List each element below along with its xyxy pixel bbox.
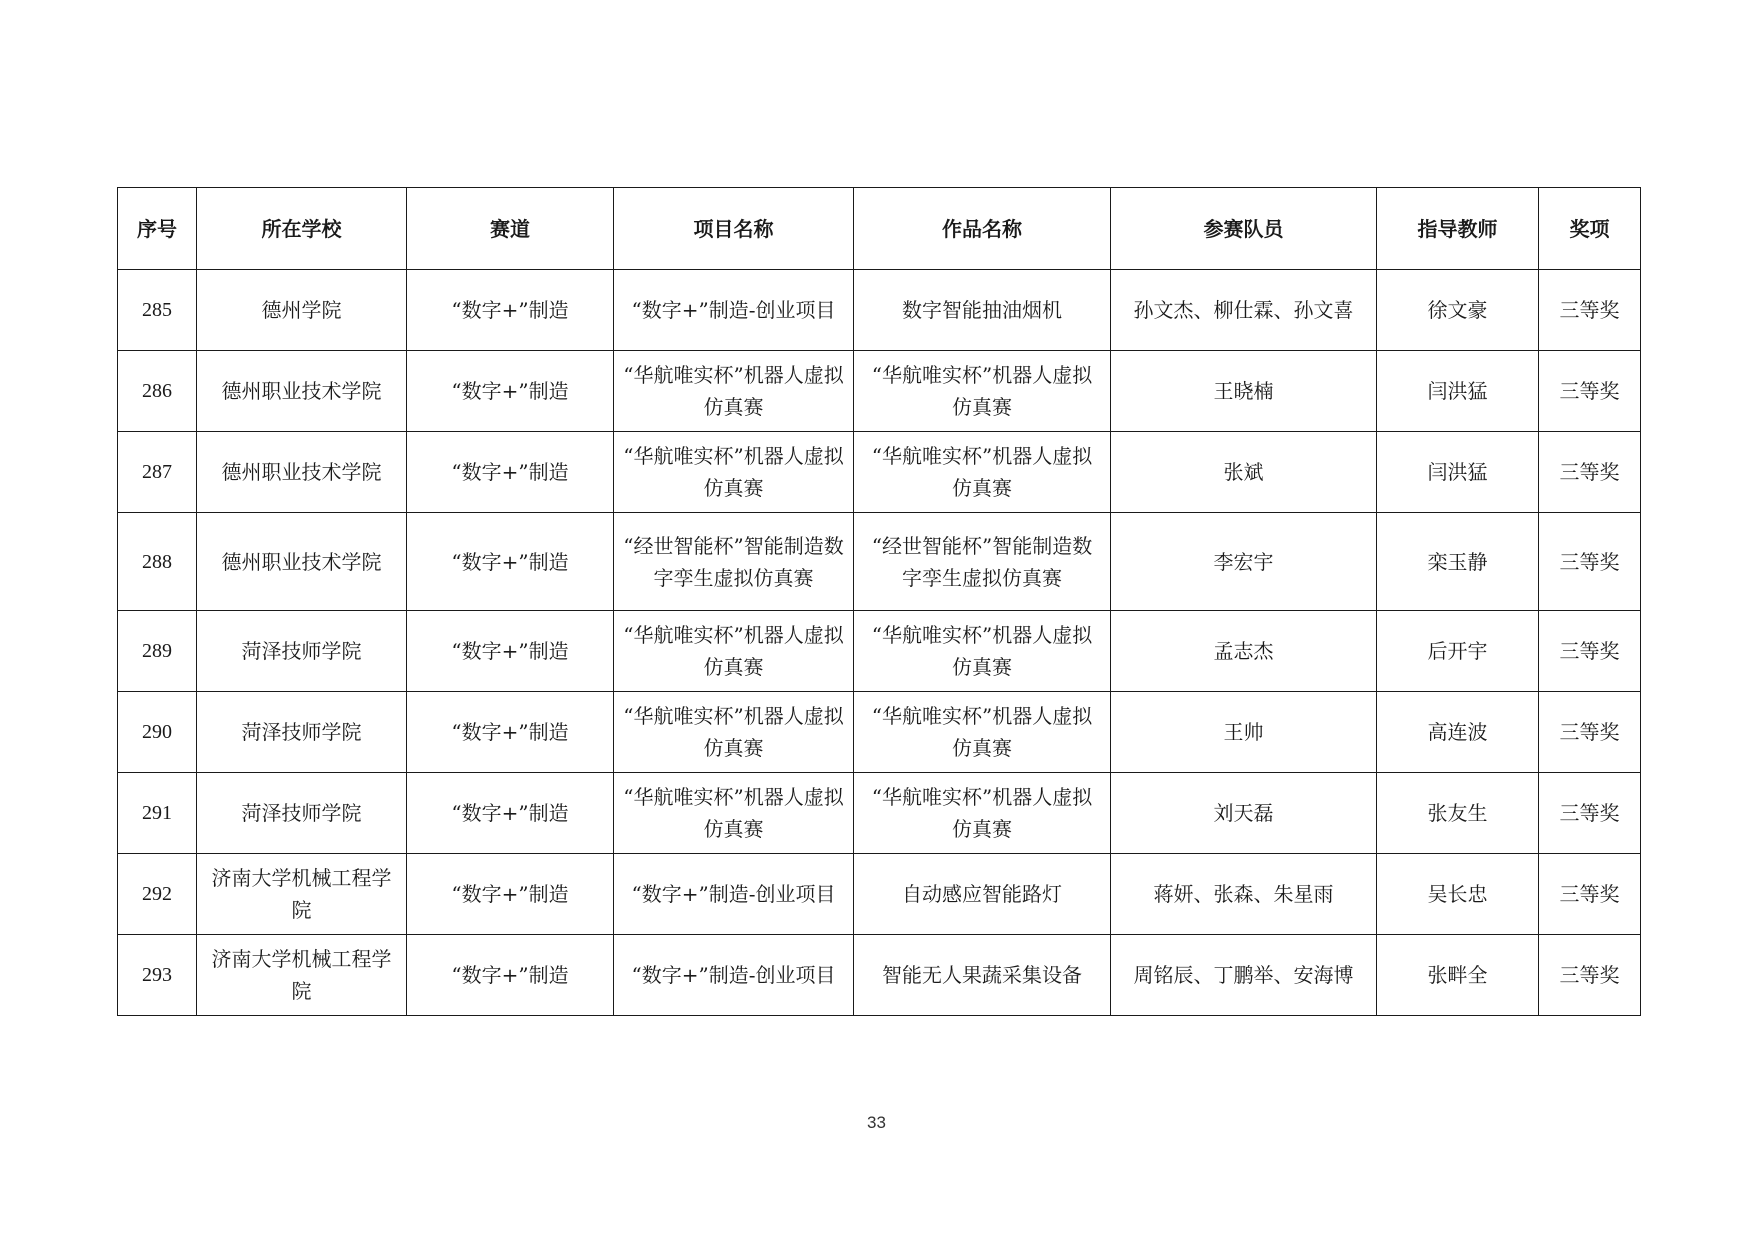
cell-track: “数字+”制造 (407, 611, 614, 692)
cell-work: 自动感应智能路灯 (854, 854, 1111, 935)
cell-no: 292 (118, 854, 197, 935)
cell-members: 蒋妍、张森、朱星雨 (1111, 854, 1377, 935)
cell-project: “华航唯实杯”机器人虚拟仿真赛 (614, 432, 854, 513)
cell-award: 三等奖 (1539, 611, 1641, 692)
cell-project: “数字+”制造-创业项目 (614, 854, 854, 935)
cell-project: “数字+”制造-创业项目 (614, 935, 854, 1016)
cell-track: “数字+”制造 (407, 773, 614, 854)
cell-teacher: 栾玉静 (1377, 513, 1539, 611)
cell-teacher: 闫洪猛 (1377, 351, 1539, 432)
cell-award: 三等奖 (1539, 773, 1641, 854)
award-table (117, 187, 1641, 1016)
header-school: 所在学校 (197, 188, 407, 270)
cell-school: 菏泽技师学院 (197, 773, 407, 854)
header-members: 参赛队员 (1111, 188, 1377, 270)
cell-school: 德州职业技术学院 (197, 351, 407, 432)
cell-track: “数字+”制造 (407, 351, 614, 432)
cell-work: 智能无人果蔬采集设备 (854, 935, 1111, 1016)
cell-project: “华航唯实杯”机器人虚拟仿真赛 (614, 773, 854, 854)
cell-members: 刘天磊 (1111, 773, 1377, 854)
cell-work: “华航唯实杯”机器人虚拟仿真赛 (854, 611, 1111, 692)
header-project: 项目名称 (614, 188, 854, 270)
cell-members: 孟志杰 (1111, 611, 1377, 692)
cell-project: “华航唯实杯”机器人虚拟仿真赛 (614, 351, 854, 432)
header-teacher: 指导教师 (1377, 188, 1539, 270)
cell-track: “数字+”制造 (407, 432, 614, 513)
cell-track: “数字+”制造 (407, 513, 614, 611)
cell-award: 三等奖 (1539, 692, 1641, 773)
cell-project: “华航唯实杯”机器人虚拟仿真赛 (614, 692, 854, 773)
cell-track: “数字+”制造 (407, 692, 614, 773)
cell-teacher: 闫洪猛 (1377, 432, 1539, 513)
cell-teacher: 张畔全 (1377, 935, 1539, 1016)
cell-school: 济南大学机械工程学院 (197, 854, 407, 935)
cell-work: “华航唯实杯”机器人虚拟仿真赛 (854, 773, 1111, 854)
cell-members: 王晓楠 (1111, 351, 1377, 432)
cell-no: 289 (118, 611, 197, 692)
cell-work: “华航唯实杯”机器人虚拟仿真赛 (854, 692, 1111, 773)
table-row (118, 854, 1641, 935)
cell-work: “经世智能杯”智能制造数字孪生虚拟仿真赛 (854, 513, 1111, 611)
cell-members: 张斌 (1111, 432, 1377, 513)
award-table-container (117, 187, 1640, 1016)
cell-award: 三等奖 (1539, 854, 1641, 935)
cell-award: 三等奖 (1539, 513, 1641, 611)
cell-no: 290 (118, 692, 197, 773)
cell-project: “华航唯实杯”机器人虚拟仿真赛 (614, 611, 854, 692)
cell-award: 三等奖 (1539, 270, 1641, 351)
cell-school: 济南大学机械工程学院 (197, 935, 407, 1016)
table-row (118, 611, 1641, 692)
cell-no: 293 (118, 935, 197, 1016)
header-no: 序号 (118, 188, 197, 270)
cell-teacher: 吴长忠 (1377, 854, 1539, 935)
cell-no: 287 (118, 432, 197, 513)
cell-award: 三等奖 (1539, 935, 1641, 1016)
cell-teacher: 高连波 (1377, 692, 1539, 773)
table-row (118, 270, 1641, 351)
cell-work: “华航唯实杯”机器人虚拟仿真赛 (854, 351, 1111, 432)
cell-no: 286 (118, 351, 197, 432)
cell-work: “华航唯实杯”机器人虚拟仿真赛 (854, 432, 1111, 513)
cell-award: 三等奖 (1539, 351, 1641, 432)
cell-track: “数字+”制造 (407, 270, 614, 351)
cell-members: 李宏宇 (1111, 513, 1377, 611)
table-row (118, 935, 1641, 1016)
header-track: 赛道 (407, 188, 614, 270)
cell-work: 数字智能抽油烟机 (854, 270, 1111, 351)
cell-school: 德州职业技术学院 (197, 432, 407, 513)
table-row (118, 513, 1641, 611)
cell-school: 菏泽技师学院 (197, 611, 407, 692)
cell-school: 德州职业技术学院 (197, 513, 407, 611)
cell-no: 288 (118, 513, 197, 611)
cell-members: 王帅 (1111, 692, 1377, 773)
cell-teacher: 后开宇 (1377, 611, 1539, 692)
page-number: 33 (867, 1113, 886, 1132)
cell-project: “数字+”制造-创业项目 (614, 270, 854, 351)
cell-no: 291 (118, 773, 197, 854)
header-award: 奖项 (1539, 188, 1641, 270)
cell-track: “数字+”制造 (407, 854, 614, 935)
table-row (118, 351, 1641, 432)
cell-award: 三等奖 (1539, 432, 1641, 513)
header-work: 作品名称 (854, 188, 1111, 270)
cell-project: “经世智能杯”智能制造数字孪生虚拟仿真赛 (614, 513, 854, 611)
cell-teacher: 徐文豪 (1377, 270, 1539, 351)
table-row (118, 773, 1641, 854)
table-row (118, 432, 1641, 513)
table-header-row (118, 188, 1641, 270)
cell-school: 菏泽技师学院 (197, 692, 407, 773)
cell-members: 周铭辰、丁鹏举、安海博 (1111, 935, 1377, 1016)
cell-school: 德州学院 (197, 270, 407, 351)
cell-teacher: 张友生 (1377, 773, 1539, 854)
cell-members: 孙文杰、柳仕霖、孙文喜 (1111, 270, 1377, 351)
cell-track: “数字+”制造 (407, 935, 614, 1016)
cell-no: 285 (118, 270, 197, 351)
table-row (118, 692, 1641, 773)
